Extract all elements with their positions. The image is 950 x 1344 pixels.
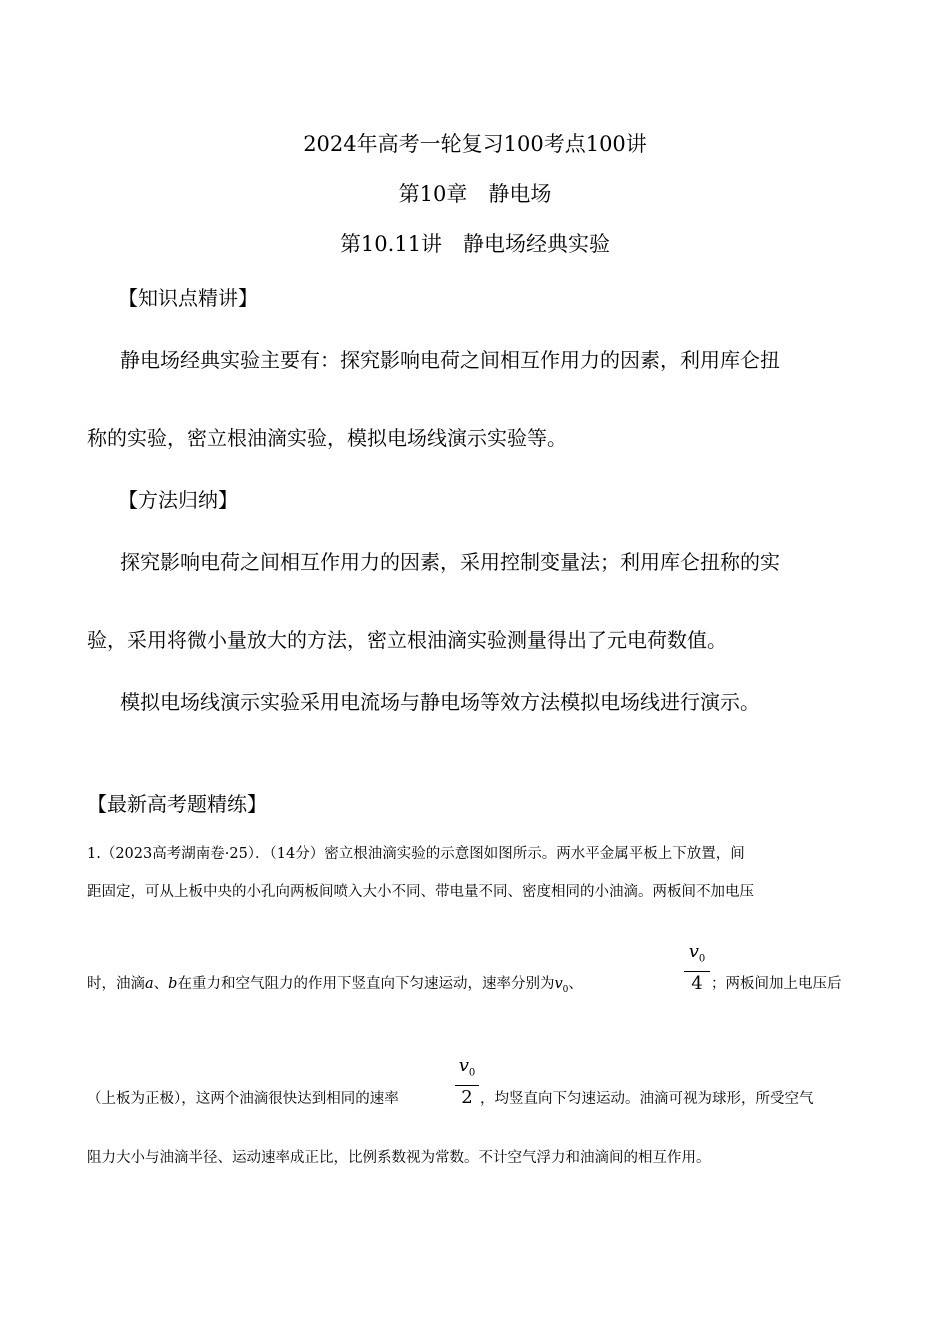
lecture-title: 第10.11讲 静电场经典实验 [339,232,611,256]
var-b: b [168,976,178,992]
question1-line4-a: （上板为正极），这两个油滴很快达到相同的速率 [87,1091,399,1107]
question1-line1: 1.（2023高考湖南卷·25）．（14分）密立根油滴实验的示意图如图所示。两水平金属平板上下放置，间 [87,846,745,862]
fraction-bar [455,1085,479,1086]
chapter-title: 第10章 静电场 [398,182,552,206]
fraction-v0-over-2 [455,1056,479,1108]
frac2-subscript: 0 [468,1067,476,1079]
q1-line3-text-b: 在重力和空气阻力的作用下竖直向下匀速运动，速率分别为 [177,976,555,992]
method-paragraph2: 模拟电场线演示实验采用电流场与静电场等效方法模拟电场线进行演示。 [120,690,760,714]
q1-line3-text-a: 时，油滴 [87,976,145,992]
var-a: a [145,976,154,992]
question1-line3-tail: ；两板间加上电压后 [711,976,842,992]
knowledge-paragraph-line1: 静电场经典实验主要有：探究影响电荷之间相互作用力的因素，利用库仑扭 [120,348,780,372]
fraction-bar [684,971,710,972]
frac2-denominator: 2 [461,1086,473,1108]
question1-line5: 阻力大小与油滴半径、运动速率成正比，比例系数视为常数。不计空气浮力和油滴间的相互作用。 [87,1150,711,1166]
frac1-subscript: 0 [698,953,706,965]
knowledge-paragraph-line2: 称的实验，密立根油滴实验，模拟电场线演示实验等。 [87,426,567,450]
fraction-v0-over-4 [684,942,710,994]
question1-line2: 距固定，可从上板中央的小孔向两板间喷入大小不同、带电量不同、密度相同的小油滴。两板间不加电压 [87,884,754,900]
series-title: 2024年高考一轮复习100考点100讲 [303,132,647,156]
question1-line3 [87,972,583,995]
q1-sep-1: 、 [153,976,169,992]
method-paragraph1-line2: 验，采用将微小量放大的方法，密立根油滴实验测量得出了元电荷数值。 [87,628,727,652]
knowledge-heading: 【知识点精讲】 [118,286,258,310]
v0-symbol: v [554,976,563,992]
frac1-denominator: 4 [691,972,703,994]
exercises-heading: 【最新高考题精练】 [87,792,267,816]
frac1-numerator: v [688,941,699,962]
method-paragraph1-line1: 探究影响电荷之间相互作用力的因素，采用控制变量法；利用库仑扭称的实 [120,550,780,574]
frac2-numerator: v [458,1055,469,1076]
q1-sep-2: 、 [568,976,583,992]
question1-line4-b: ，均竖直向下匀速运动。油滴可视为球形，所受空气 [480,1091,814,1107]
v0-subscript: 0 [562,984,569,995]
method-heading: 【方法归纳】 [118,488,238,512]
